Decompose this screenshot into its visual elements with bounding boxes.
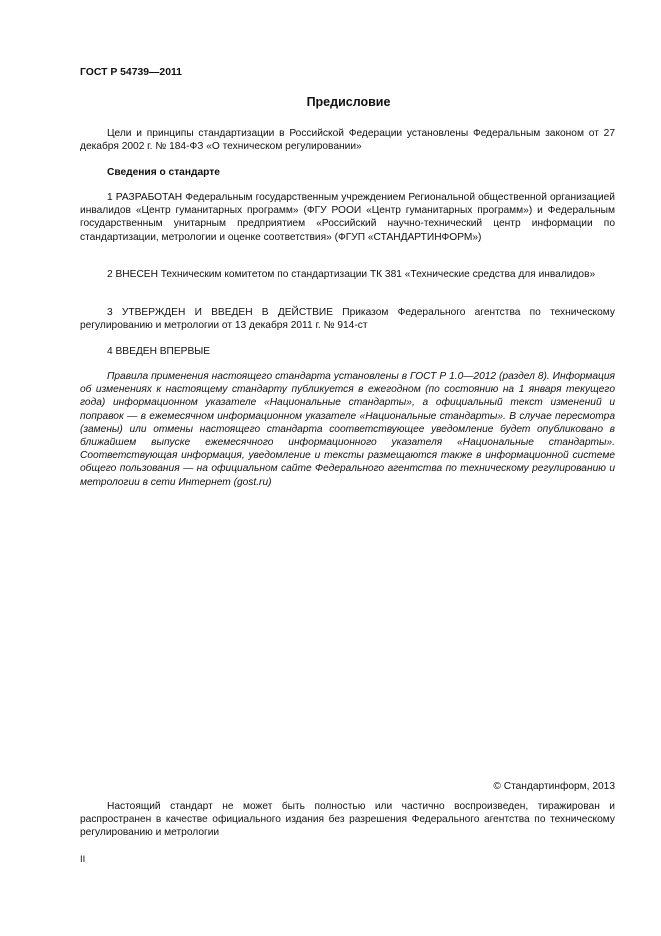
page-title: Предисловие <box>306 95 391 109</box>
item-introduced-by: 2 ВНЕСЕН Техническим комитетом по стандартизации ТК 381 «Технические средства для инвалидов» <box>107 269 596 280</box>
page-number: II <box>80 854 86 865</box>
rules-note-paragraph: Правила применения настоящего стандарта установлены в ГОСТ Р 1.0—2012 (раздел 8). Информация об изменениях к настоящему стандарту публикуется в ежегодном (по состоянию на 1 января текущего года) информационном указателе «Национальные стандарты», а официальный текст изменений и поправок — в ежемесячном информационном указателе «Национальные стандарты». В случае пересмотра (замены) или отмены настоящего стандарта соответствующее уведомление будет опубликовано в ближайшем выпуске ежемесячного информационного указателя «Национальные стандарты». Соответствующая информация, уведомление и тексты размещаются также в информационной системе общего пользования — на официальном сайте Федерального агентства по техническому регулированию и метрологии в сети Интернет (gost.ru) <box>80 371 615 488</box>
document-code-header: ГОСТ Р 54739—2011 <box>80 67 182 78</box>
item-developed: 1 РАЗРАБОТАН Федеральным государственным учреждением Региональной общественной организацией инвалидов «Центр гуманитарных программ» (ФГУ РООИ «Центр гуманитарных программ») и Федеральным государственным унитарным предприятием «Российский научно-технический центр информации по стандартизации, метрологии и оценке соответствия» (ФГУП «СТАНДАРТИНФОРМ») <box>80 192 615 243</box>
item-first-introduced: 4 ВВЕДЕН ВПЕРВЫЕ <box>107 346 211 357</box>
intro-paragraph: Цели и принципы стандартизации в Российской Федерации установлены Федеральным законом от 27 декабря 2002 г. № 184-ФЗ «О техническом регулировании» <box>80 128 615 153</box>
reproduction-notice: Настоящий стандарт не может быть полностью или частично воспроизведен, тиражирован и распространен в качестве официального издания без разрешения Федерального агентства по техническому регулированию и метрологии <box>80 801 615 839</box>
copyright-line: © Стандартинформ, 2013 <box>493 781 615 792</box>
standard-info-heading: Сведения о стандарте <box>107 167 220 178</box>
item-approved: 3 УТВЕРЖДЕН И ВВЕДЕН В ДЕЙСТВИЕ Приказом Федерального агентства по техническому регулированию и метрологии от 13 декабря 2011 г. № 914-ст <box>80 307 615 332</box>
